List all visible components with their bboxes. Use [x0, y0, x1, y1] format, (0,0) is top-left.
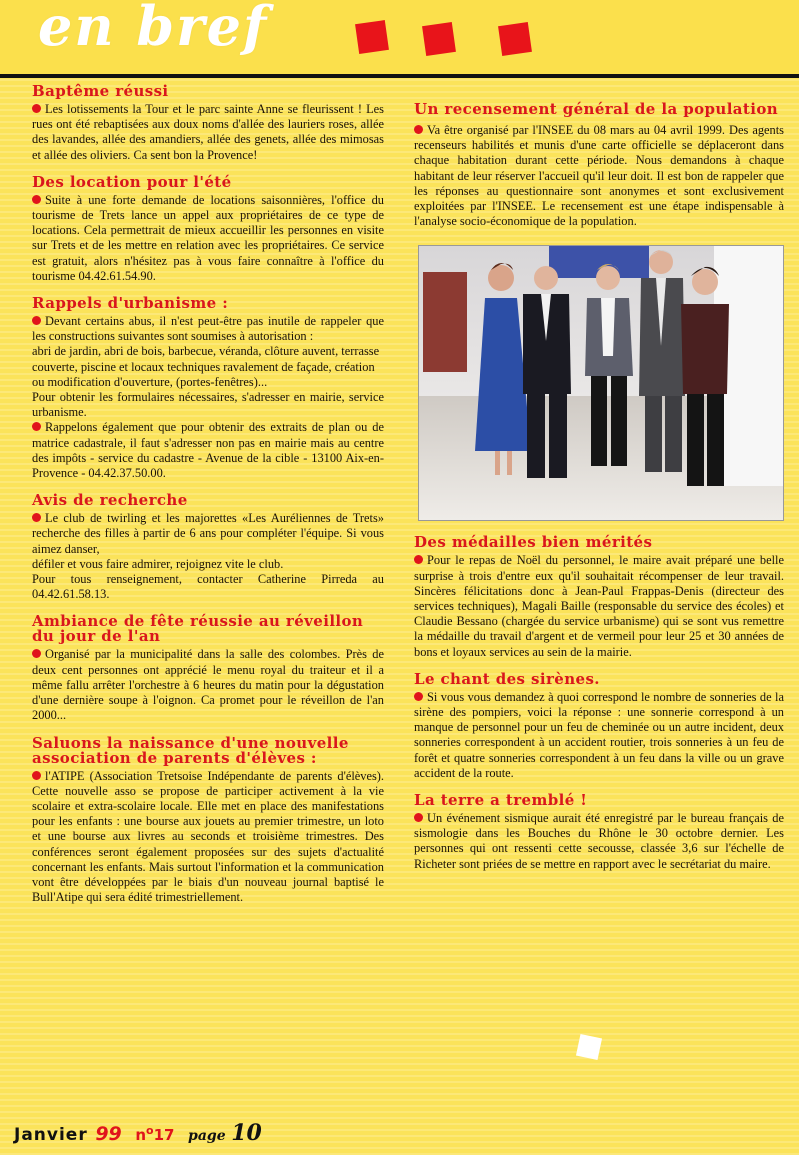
- article-body: Pour tous renseignement, contacter Catherine Pirreda au 04.42.61.58.13.: [32, 572, 384, 602]
- article-body: Organisé par la municipalité dans la salle des colombes. Près de deux cent personnes ont apprécié le menu royal du traiteur et il a même fallu arrêter l'orchestre à 6 heures du matin pour la dégustation d'une dernière soupe à l'oignon. Ca promet pour le réveillon de l'an 2000...: [32, 647, 384, 723]
- bullet-icon: [32, 195, 41, 204]
- red-square-decoration: [422, 22, 456, 56]
- bullet-icon: [414, 125, 423, 134]
- bullet-icon: [414, 555, 423, 564]
- article-title: Le chant des sirènes.: [414, 669, 600, 688]
- article-body: Va être organisé par l'INSEE du 08 mars au 04 avril 1999. Des agents recenseurs habilités et munis d'une carte officielle se déplaceront dans chaque habitation durant cette période. Nous demandons à chaque habitant de leur réserver l'accueil qu'il leur doit. Il est bon de rappeler que les réponses au questionnaire sont anonymes et sont exclusivement exploitées par l'INSEE. Le recensement est une étape indispensable à l'analyse socio-économique de la population.: [414, 123, 784, 229]
- footer-page-number: 10: [231, 1120, 262, 1146]
- header-divider: [0, 74, 799, 78]
- footer-page-label: page: [188, 1128, 226, 1144]
- article-body: Suite à une forte demande de locations saisonnières, l'office du tourisme de Trets lance un appel aux propriétaires de ce type de locations. Cela permettrait de mieux accueillir les personnes en visite sur Trets et de les mettre en relation avec les propriétaires. Ce service est gratuit, alors n'hésitez pas à vous faire connaître à l'office du tourisme 04.42.61.54.90.: [32, 192, 384, 283]
- white-square-decoration: [576, 1034, 602, 1060]
- article-title: Rappels d'urbanisme :: [32, 294, 229, 313]
- bullet-icon: [32, 771, 41, 780]
- article-title: Des médailles bien mérités: [414, 533, 653, 552]
- article-sirenes: [414, 669, 784, 781]
- bullet-icon: [32, 104, 41, 113]
- article-title: Des location pour l'été: [32, 172, 232, 191]
- people-illustration: [419, 246, 783, 520]
- bullet-icon: [32, 513, 41, 522]
- bullet-icon: [32, 422, 41, 431]
- article-location: [32, 172, 384, 284]
- article-recensement: [414, 102, 784, 229]
- right-column: [414, 102, 784, 884]
- article-reveillon: [32, 614, 384, 723]
- red-square-decoration: [498, 22, 532, 56]
- group-photo: [418, 245, 784, 521]
- bullet-icon: [32, 316, 41, 325]
- article-body: Un événement sismique aurait été enregistré par le bureau français de sismologie dans les Bouches du Rhône le 30 octobre dernier. Les personnes qui ont ressenti cette secousse, classée 3,6 sur l'échelle de Richeter sont priées de se mettre en rapport avec le secrétariat du maire.: [414, 811, 784, 871]
- article-body: Pour le repas de Noël du personnel, le maire avait préparé une belle surprise à trois d'entre eux qu'il souhaitait récompenser de leur travail. Sincères félicitations donc à Jean-Paul Frappas-Denis (directeur des services techniques), Magali Baille (responsable du service des écoles) et Claudie Bessano (chargée du service urbanisme) qui se sont vus remettre la médaille du travail d'argent et de vermeil pour leur 25 et 30 années de bons et loyaux services au sein de la mairie.: [414, 553, 784, 659]
- article-terre: [414, 793, 784, 872]
- article-body: défiler et vous faire admirer, rejoignez vite le club.: [32, 556, 284, 571]
- bullet-icon: [414, 813, 423, 822]
- bullet-icon: [414, 692, 423, 701]
- red-square-decoration: [355, 20, 389, 54]
- bullet-icon: [32, 649, 41, 658]
- article-body: Rappelons également que pour obtenir des extraits de plan ou de matrice cadastrale, il faut s'adresser non pas en mairie mais au centre des impôts - service du cadastre - Avenue de la cible - 13100 Aix-en-Provence - 04.42.37.50.00.: [32, 420, 384, 481]
- page-footer: [14, 1120, 262, 1146]
- article-bapteme: [32, 84, 384, 163]
- article-body: l'ATIPE (Association Tretsoise Indépendante de parents d'élèves). Cette nouvelle asso se propose de participer activement à la vie scolaire et extra-scolaire locale. Elle met en place des manifestations pour les enfants : une bourse aux jouets au premier trimestre, un loto et une bourse aux livres au seconds et troisième trimestres. Des conférences seront également proposées sur des sujets d'actualité concernant les enfants. Mais surtout l'information et la communication vont être développées par le biais d'un nouveau journal baptisé le Bull'Atipe qui sera édité trimestriellement.: [32, 768, 384, 905]
- article-body: Si vous vous demandez à quoi correspond le nombre de sonneries de la sirène des pompiers, voici la réponse : une sonnerie correspond à un manque de personnel pour un feu de cheminée ou un autre incident, deux sonneries correspondent à un accident routier, trois sonneries à un feu de forêt et quatre sonneries correspondent à un feu dans la ville ou un grave accident de la route.: [414, 689, 784, 780]
- article-body: Le club de twirling et les majorettes «Les Auréliennes de Trets» recherche des filles à partir de 6 ans pour compléter l'équipe. Si vous aimez danser,: [32, 511, 384, 556]
- article-body: Les lotissements la Tour et le parc sainte Anne se fleurissent ! Les rues ont été rebaptisées aux doux noms d'allée des lauriers roses, allée des lavandes, allée des amandiers, allée des genets, allée des mimosas et allée des oliviers. Ca sent bon la Provence!: [32, 102, 384, 162]
- article-title: Saluons la naissance d'une nouvelle association de parents d'élèves :: [32, 733, 349, 767]
- footer-month: Janvier: [14, 1125, 88, 1145]
- footer-year: 99: [95, 1123, 122, 1145]
- left-column: [32, 84, 384, 917]
- article-atipe: [32, 733, 384, 906]
- article-body: Pour obtenir les formulaires nécessaires, s'adresser en mairie, service urbanisme.: [32, 390, 384, 420]
- article-body: Devant certains abus, il n'est peut-être pas inutile de rappeler que les constructions suivantes sont soumises à autorisation :: [32, 314, 384, 344]
- footer-issue: $n^o17$: [135, 1124, 175, 1144]
- article-title: Baptême réussi: [32, 82, 169, 100]
- masthead-title: en bref: [38, 0, 269, 58]
- article-title: Ambiance de fête réussie au réveillon du jour de l'an: [32, 612, 364, 646]
- article-urbanisme: [32, 296, 384, 481]
- article-title: Un recensement général de la population: [414, 100, 779, 118]
- article-title: Avis de recherche: [32, 491, 188, 510]
- article-title: La terre a tremblé !: [414, 791, 588, 810]
- article-medailles: [414, 535, 784, 659]
- article-recherche: [32, 493, 384, 602]
- article-body: abri de jardin, abri de bois, barbecue, véranda, clôture auvent, terrasse couverte, piscine et locaux techniques ravalement de façade, création ou modification d'ouverture, (portes-fenêtres)...: [32, 344, 380, 389]
